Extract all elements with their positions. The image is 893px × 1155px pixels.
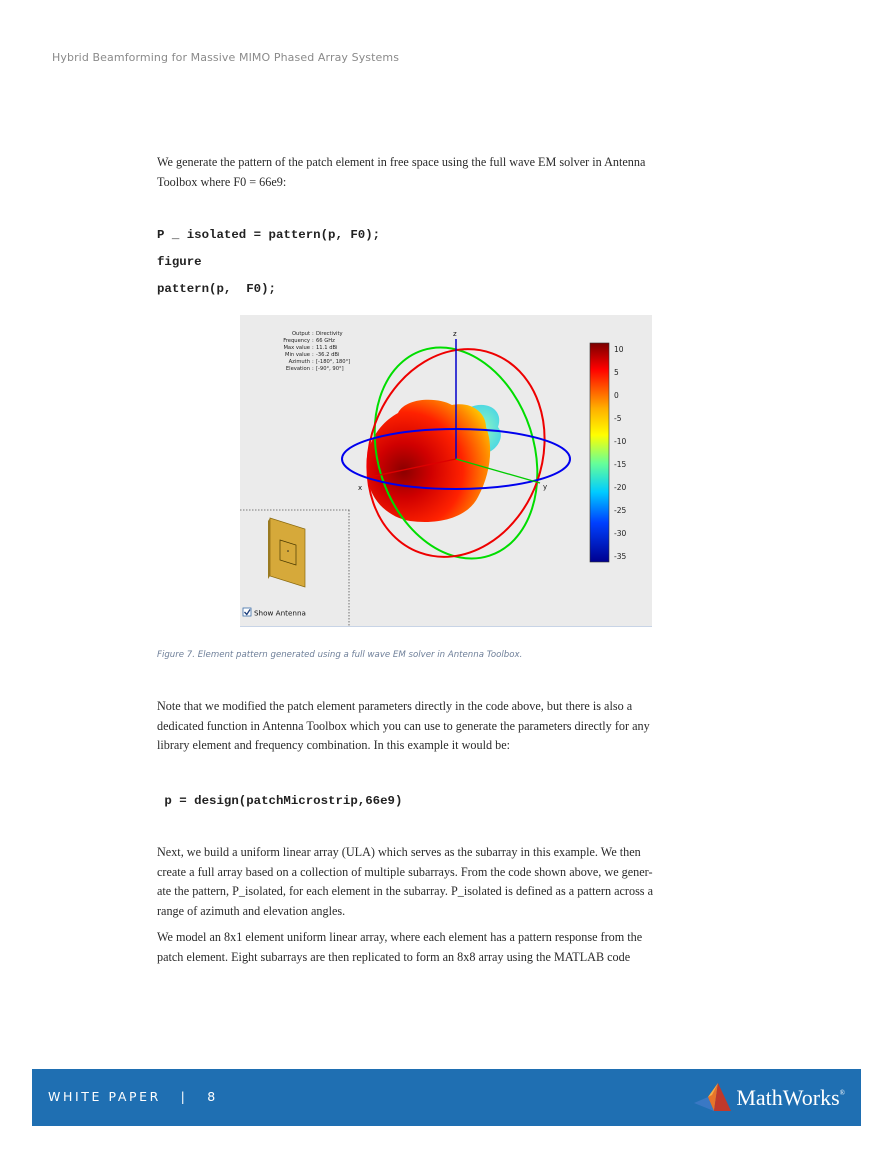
y-axis-label: y [543,483,548,491]
registered-mark: ® [839,1089,845,1097]
paragraph-line: We generate the pattern of the patch element in free space using the full wave EM solver in Antenna [157,155,646,169]
patch-substrate-edge [268,518,270,579]
paragraph-line: Toolbox where F0 = 66e9: [157,174,287,189]
svg-text::: : [312,352,314,358]
code-line: pattern(p, F0); [157,282,276,296]
code-line: p = design(patchMicrostrip,66e9) [157,794,403,808]
paragraph-line: create a full array based on a collection of multiple subarrays. From the code shown above, we gener- [157,864,653,879]
code-line: P _ isolated = pattern(p, F0); [157,228,381,242]
patch-ground-plane [270,518,305,587]
colorbar-tick-label: -25 [614,506,627,515]
svg-text::: : [312,359,314,365]
colorbar-tick-label: -35 [614,552,627,561]
main-lobe [367,400,491,522]
footer-label: WHITE PAPER | 8 [48,1089,218,1104]
colorbar [590,343,609,562]
pattern-info-block [283,331,350,372]
info-value: [-180°, 180°] [316,359,351,365]
paragraph-line: patch element. Eight subarrays are then replicated to form an 8x8 array using the MATLAB code [157,949,631,964]
colorbar-tick-label: -20 [614,483,627,492]
show-antenna-label: Show Antenna [254,608,306,618]
info-value: -36.2 dBi [316,352,340,358]
paragraph-line: Next, we build a uniform linear array (ULA) which serves as the subarray in this example. We then [157,845,641,859]
running-header: Hybrid Beamforming for Massive MIMO Phased Array Systems [52,51,400,64]
mathworks-logo [694,1080,845,1116]
page-footer [32,1069,861,1126]
brand-name [736,1085,845,1111]
info-value: [-90°, 90°] [316,366,344,372]
info-key: Elevation [285,366,310,372]
svg-text::: : [312,345,314,351]
colorbar-tick-label: 10 [614,345,624,354]
paragraph-design-note [157,697,737,756]
info-key: Frequency [283,338,310,344]
paragraph-line: We model an 8x1 element uniform linear array, where each element has a pattern response from the [157,930,643,944]
show-antenna-checkbox[interactable] [243,608,251,616]
pattern-plot [240,315,652,626]
paragraph-line: ate the pattern, P_isolated, for each element in the subarray. P_isolated is defined as a pattern across a [157,884,654,898]
info-value: Directivity [316,331,343,337]
code-line: figure [157,255,202,269]
brand-wordmark: MathWorks [736,1085,840,1110]
paragraph-line: Note that we modified the patch element parameters directly in the code above, but there is also a [157,699,633,713]
svg-text::: : [312,338,314,344]
info-value: 66 GHz [316,338,335,344]
svg-text::: : [312,331,314,337]
x-axis-label: x [358,484,363,492]
info-key: Output [291,331,310,337]
membrane-icon [694,1081,732,1115]
colorbar-ticks [614,345,626,561]
figure-caption: Figure 7. Element pattern generated using a full wave EM solver in Antenna Toolbox. [157,650,523,660]
paragraph-line: library element and frequency combination. In this example it would be: [157,738,510,752]
paragraph-ula [157,843,737,921]
colorbar-tick-label: -15 [614,460,627,469]
info-value: 11.1 dBi [316,345,338,351]
paragraph-line: range of azimuth and elevation angles. [157,903,346,918]
colorbar-tick-label: -10 [614,437,627,446]
info-key: Max value [283,345,310,351]
info-key: Azimuth [288,359,310,365]
feed-point [287,550,289,552]
svg-text::: : [312,366,314,372]
paragraph-subarray [157,928,737,967]
colorbar-tick-label: -5 [614,414,622,423]
colorbar-tick-label: 5 [614,368,619,377]
z-axis-label: z [453,330,457,338]
pattern-figure [240,315,652,627]
info-key: Min value [284,352,310,358]
colorbar-tick-label: 0 [614,391,619,400]
paragraph-intro [157,153,737,192]
colorbar-tick-label: -30 [614,529,627,538]
paragraph-line: dedicated function in Antenna Toolbox which you can use to generate the parameters directly for any [157,718,650,733]
